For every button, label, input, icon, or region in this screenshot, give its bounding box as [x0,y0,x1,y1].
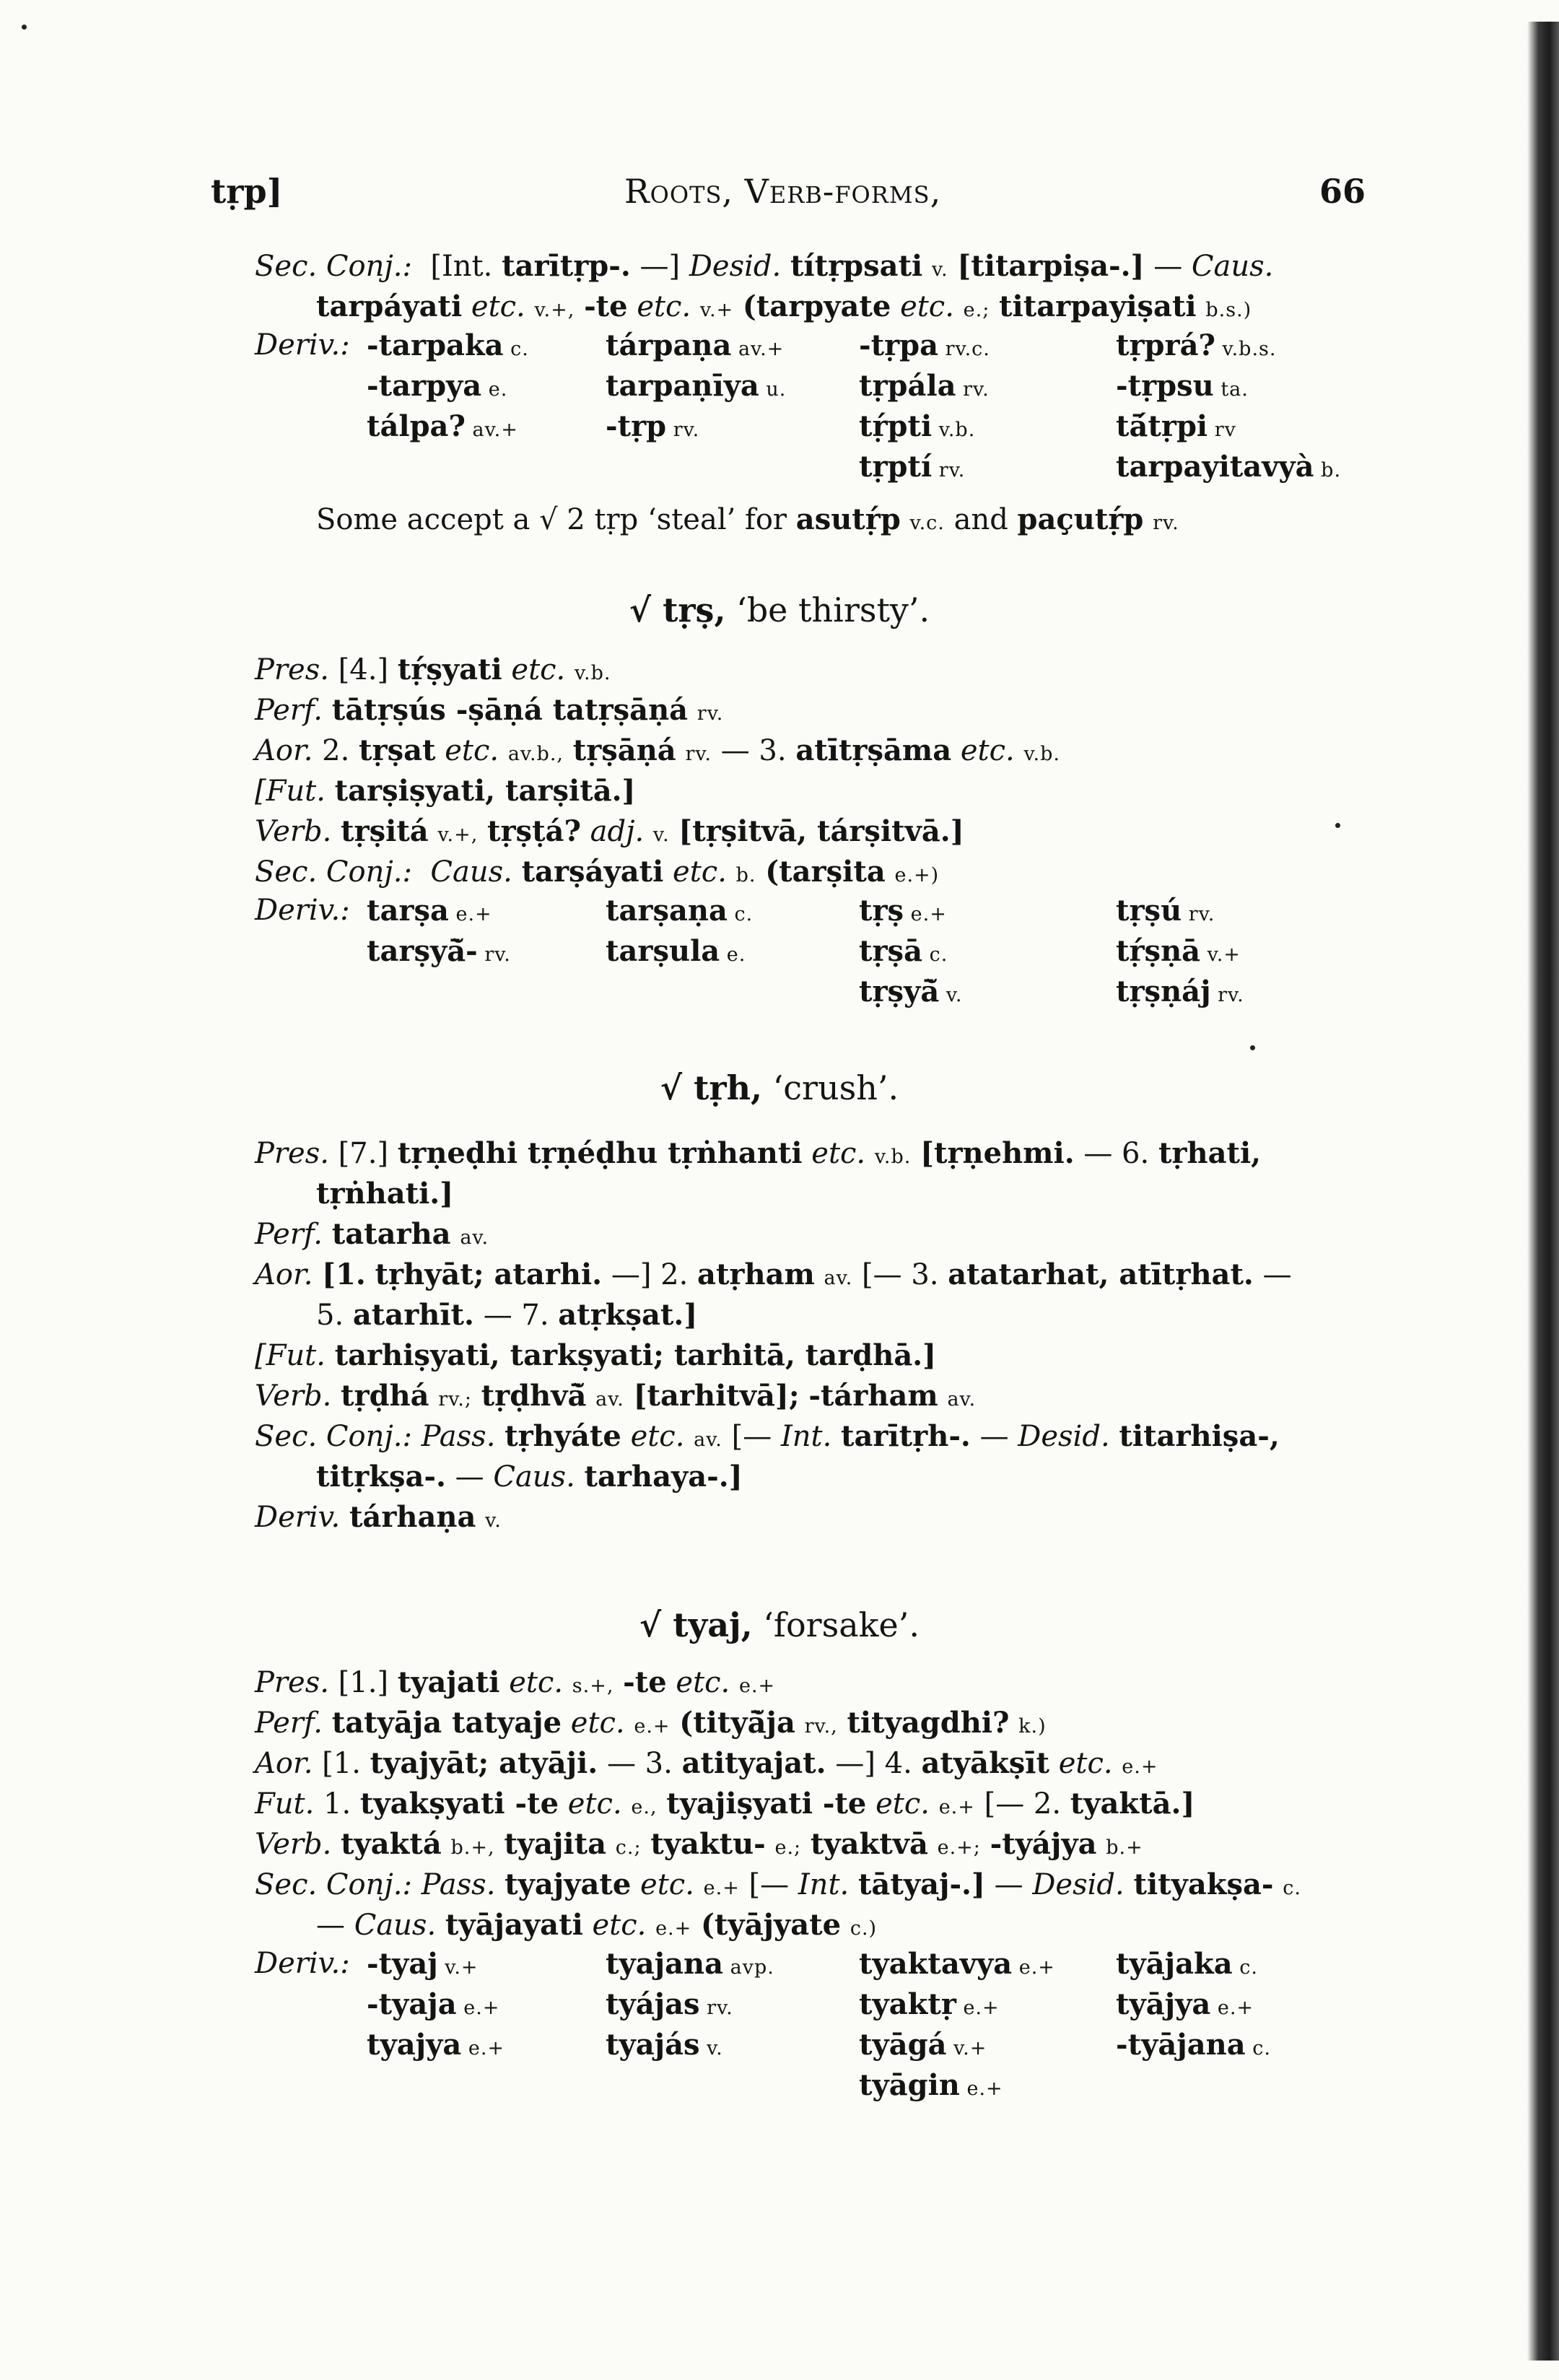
page-number: 66 [1319,172,1366,211]
derivative-entry [1116,934,1241,968]
derivative-word: -tyaja [367,1987,457,2021]
derivative-source: rv. [699,1997,733,2019]
derivative-source: rv.c. [938,338,990,360]
derivative-entry [859,934,948,968]
trs-pres: Pres. [4.] tṛ́ṣyati etc. v.b. [255,653,611,686]
derivative-source: rv. [666,419,700,441]
derivative-source: rv. [477,943,511,966]
running-head-title: Roots, Verb-forms, [624,172,942,211]
derivative-source: c. [727,903,754,925]
trs-aor: Aor. 2. tṛṣat etc. av.b., tṛṣāṇá rv. — 3. atītṛṣāma etc. v.b. [255,733,1060,767]
trs-fut: [Fut. tarṣiṣyati, tarṣitā.] [255,774,636,808]
derivative-word: tṛṣā [859,934,922,968]
derivative-word: -tarpya [367,369,482,403]
running-head-root: tṛp] [211,172,283,211]
derivative-source: c. [503,338,529,360]
trp-sec-conj-line-1: Sec. Conj.: [Int. tarītṛp-. —] Desid. títṛpsati v. [titarpiṣa-.] — Caus. [255,249,1274,283]
derivative-entry [1116,369,1249,403]
trp-sec-conj-line-2: tarpáyati etc. v.+, -te etc. v.+ (tarpyate etc. e.; titarpayiṣati b.s.) [316,289,1252,323]
derivative-word: tyaktṛ [859,1987,956,2021]
derivative-source: e.+ [959,2078,1003,2100]
derivative-source: v.b.s. [1215,338,1277,360]
derivative-source: c. [1245,2037,1271,2059]
derivative-source: e.+ [1210,1997,1254,2019]
deriv-label: Deriv.: [255,894,350,927]
derivative-word: tarpayitavyà [1116,450,1314,484]
derivative-entry [367,1947,479,1981]
derivative-source: e. [481,378,508,401]
derivative-entry [367,409,518,443]
derivative-word: tṛpála [859,369,956,403]
derivative-entry [1116,1947,1258,1981]
derivative-entry [859,2028,987,2062]
derivative-source: rv. [1210,984,1244,1006]
derivative-source: u. [759,378,787,401]
derivative-entry [859,369,990,403]
section-heading-tyaj: √ tyaj, ‘forsake’. [639,1605,920,1644]
derivative-entry [859,328,990,362]
trh-aor-cont: 5. atarhīt. — 7. atṛkṣat.] [316,1298,698,1332]
deriv-label: Deriv.: [255,1947,350,1980]
derivative-word: tṛ́ṣṇā [1116,934,1201,968]
trh-pres-cont: tṛṅhati.] [316,1177,454,1211]
derivative-word: tṛṣú [1116,894,1182,928]
derivative-entry [367,1987,499,2021]
derivative-source: v. [939,984,963,1006]
derivative-source: c. [922,943,948,966]
derivative-entry [859,1987,1000,2021]
derivative-word: tṛ́pti [859,409,933,443]
tyaj-pres: Pres. [1.] tyajati etc. s.+, -te etc. e.+ [255,1665,776,1699]
derivative-entry [1116,2028,1271,2062]
derivative-word: tā́tṛpi [1116,409,1208,443]
trh-aor: Aor. [1. tṛhyāt; atarhi. —] 2. atṛham av. [— 3. atatarhat, atītṛhat. — [255,1257,1292,1291]
derivative-entry [1116,894,1215,928]
tyaj-fut: Fut. 1. tyakṣyati -te etc. e., tyajiṣyati -te etc. e.+ [— 2. tyaktā.] [255,1787,1195,1821]
derivative-entry [1116,328,1276,362]
scan-speck [22,25,27,30]
derivative-word: -tyaj [367,1947,438,1981]
derivative-entry [1116,975,1244,1008]
trp-derivatives [255,328,1342,490]
derivative-word: tarṣaṇa [606,894,728,928]
section-heading-trs: √ tṛṣ, ‘be thirsty’. [629,590,930,629]
derivative-word: tyāgá [859,2028,947,2062]
derivative-entry [367,934,511,968]
trp-note: Some accept a √ 2 tṛp ‘steal’ for asutṛ́p v.c. and paçutṛ́p rv. [316,502,1179,536]
tyaj-derivatives [255,1947,1337,2109]
derivative-word: tṛṣyā̆ [859,975,940,1008]
derivative-word: tyajana [606,1947,724,1981]
derivative-entry [606,369,786,403]
derivative-source: e.+ [461,2037,505,2059]
derivative-source: c. [1232,1956,1258,1979]
scan-speck [1250,1045,1255,1050]
derivative-word: tṛptí [859,450,933,484]
tyaj-aor: Aor. [1. tyajyāt; atyāji. — 3. atityajat. —] 4. atyākṣīt etc. e.+ [255,1746,1158,1780]
derivative-word: tálpa? [367,409,466,443]
derivative-entry [606,894,753,928]
derivative-source: av.+ [465,419,518,441]
derivative-source: avp. [723,1956,774,1979]
derivative-word: -tarpaka [367,328,504,362]
derivative-entry [367,894,492,928]
trh-fut: [Fut. tarhiṣyati, tarkṣyati; tarhitā, tarḍhā.] [255,1338,937,1372]
derivative-word: tárpaṇa [606,328,732,362]
derivative-entry [606,1987,733,2021]
derivative-entry [859,409,975,443]
trs-derivatives [255,894,1337,1015]
tyaj-verb: Verb. tyaktá b.+, tyajita c.; tyaktu- e.; tyaktvā e.+; -tyájya b.+ [255,1827,1143,1861]
trs-sec-conj: Sec. Conj.: Caus. tarṣáyati etc. b. (tarṣita e.+) [255,855,940,889]
derivative-word: tarṣa [367,894,449,928]
trh-deriv: Deriv. tárhaṇa v. [255,1500,502,1534]
derivative-word: -tṛpa [859,328,939,362]
derivative-word: tṛṣṇáj [1116,975,1211,1008]
derivative-source: v. [699,2037,723,2059]
derivative-source: e. [720,943,746,966]
derivative-entry [367,328,529,362]
derivative-entry [606,934,746,968]
derivative-entry [859,2068,1003,2102]
trh-verb: Verb. tṛḍhá rv.; tṛḍhvā̆ av. [tarhitvā]; -tárham av. [255,1379,977,1413]
derivative-entry [606,409,699,443]
trs-verb: Verb. tṛṣitá v.+, tṛṣṭá? adj. v. [tṛṣitvā, tárṣitvā.] [255,814,964,848]
derivative-source: b. [1314,459,1342,481]
derivative-source: rv [1208,419,1236,441]
derivative-word: tṛprá? [1116,328,1215,362]
derivative-entry [606,1947,774,1981]
derivative-word: tarpaṇīya [606,369,759,403]
derivative-word: -tṛp [606,409,667,443]
derivative-entry [859,1947,1055,1981]
derivative-entry [859,894,947,928]
derivative-source: v.+ [1200,943,1241,966]
derivative-word: tyāgin [859,2068,960,2102]
derivative-source: av.+ [731,338,785,360]
derivative-word: -tṛpsu [1116,369,1214,403]
derivative-source: rv. [956,378,990,401]
derivative-word: tyājaka [1116,1947,1233,1981]
derivative-source: e.+ [456,1997,500,2019]
derivative-source: e.+ [904,903,947,925]
derivative-word: tyajás [606,2028,700,2062]
tyaj-sec-conj: Sec. Conj.: Pass. tyajyate etc. e.+ [— Int. tātyaj-.] — Desid. tityakṣa- c. [255,1867,1301,1901]
trh-pres: Pres. [7.] tṛṇeḍhi tṛṇéḍhu tṛṅhanti etc. v.b. [tṛṇehmi. — 6. tṛhati, [255,1136,1262,1170]
section-heading-trh: √ tṛh, ‘crush’. [660,1068,899,1107]
derivative-entry [1116,450,1341,484]
tyaj-sec-conj-cont: — Caus. tyājayati etc. e.+ (tyājyate c.) [316,1908,878,1942]
derivative-entry [367,2028,505,2062]
trs-perf: Perf. tātṛṣús -ṣāṇá tatṛṣāṇá rv. [255,693,724,727]
derivative-source: e.+ [448,903,492,925]
derivative-entry [1116,409,1236,443]
derivative-source: rv. [1182,903,1215,925]
running-head [211,172,1366,222]
trh-perf: Perf. tatarha av. [255,1217,489,1251]
derivative-word: tarṣula [606,934,720,968]
derivative-source: rv. [932,459,966,481]
scan-speck [1335,823,1340,828]
derivative-source: v.+ [437,1956,479,1979]
derivative-word: tyaktavya [859,1947,1013,1981]
derivative-entry [606,2028,723,2062]
derivative-entry [859,975,962,1008]
derivative-source: e.+ [1012,1956,1055,1979]
derivative-entry [859,450,965,484]
derivative-word: tṛṣ [859,894,904,928]
derivative-source: ta. [1213,378,1249,401]
derivative-word: tyājya [1116,1987,1211,2021]
trh-sec-conj: Sec. Conj.: Pass. tṛhyáte etc. av. [— Int. tarītṛh-. — Desid. titarhiṣa-, [255,1419,1280,1453]
derivative-source: v.+ [946,2037,987,2059]
deriv-label: Deriv.: [255,328,350,362]
derivative-word: tyájas [606,1987,700,2021]
derivative-entry [367,369,507,403]
scanned-page-edge [1527,22,1559,2361]
trh-sec-conj-cont: titṛkṣa-. — Caus. tarhaya-.] [316,1460,743,1494]
derivative-entry [606,328,784,362]
derivative-entry [1116,1987,1254,2021]
derivative-source: e.+ [956,1997,1000,2019]
derivative-word: -tyājana [1116,2028,1246,2062]
derivative-source: v.b. [932,419,976,441]
derivative-word: tarṣyā̆- [367,934,478,968]
derivative-word: tyajya [367,2028,462,2062]
tyaj-perf: Perf. tatyāja tatyaje etc. e.+ (tityā̆ja rv., tityagdhi? k.) [255,1706,1047,1740]
